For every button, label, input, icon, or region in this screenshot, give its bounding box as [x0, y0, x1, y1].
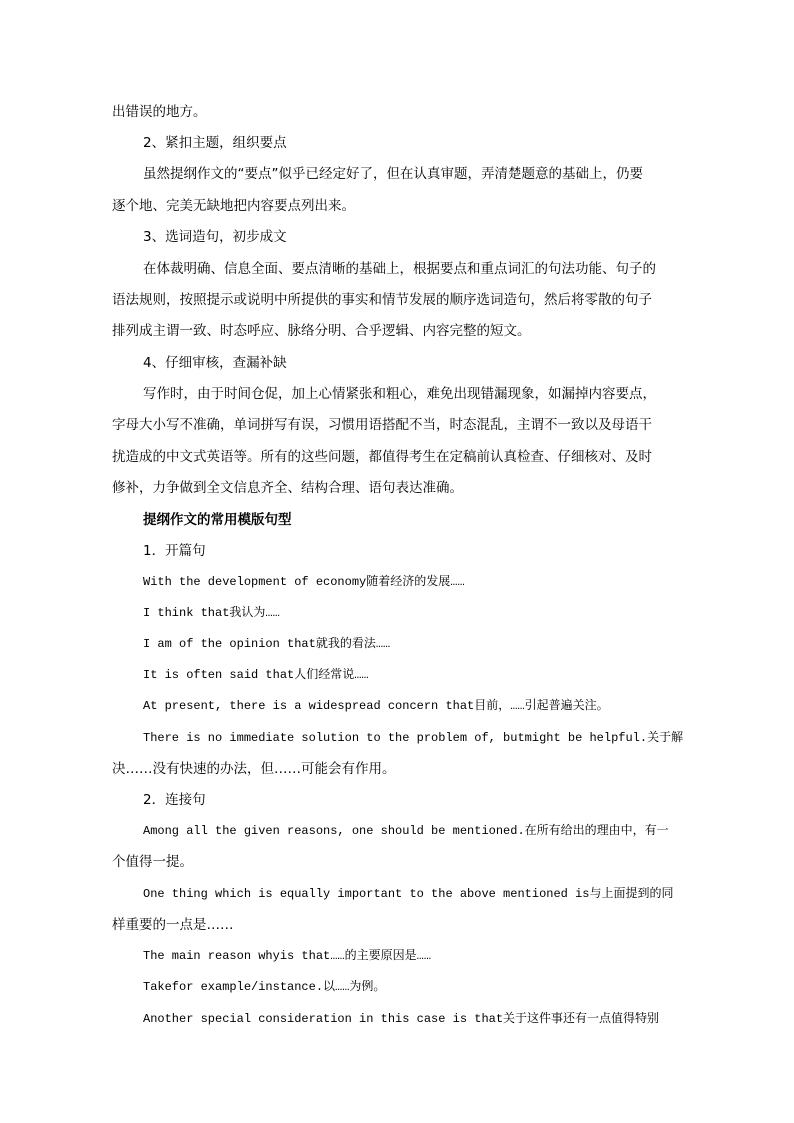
paragraph-line: 写作时，由于时间仓促，加上心情紧张和粗心，难免出现错漏现象，如漏掉内容要点， — [143, 386, 656, 402]
template-sentence: Another special consideration in this case is that关于这件事还有一点值得特别 — [143, 1012, 660, 1026]
section-heading-2: 2、紧扣主题，组织要点 — [143, 135, 287, 151]
template-sentence-continuation: 个值得一提。 — [112, 854, 193, 870]
paragraph-continuation: 出错误的地方。 — [112, 104, 207, 120]
paragraph-line: 在体裁明确、信息全面、要点清晰的基础上，根据要点和重点词汇的句法功能、句子的 — [143, 261, 656, 277]
template-sentence-continuation: 样重要的一点是…… — [112, 917, 234, 933]
paragraph-line: 排列成主谓一致、时态呼应、脉络分明、合乎逻辑、内容完整的短文。 — [112, 323, 531, 339]
subheading-linking-sentences: 2．连接句 — [143, 792, 206, 808]
paragraph-line: 扰造成的中文式英语等。所有的这些问题，都值得考生在定稿前认真检查、仔细核对、及时 — [112, 449, 652, 465]
subheading-opening-sentences: 1．开篇句 — [143, 543, 206, 559]
templates-heading: 提纲作文的常用模版句型 — [143, 512, 292, 528]
template-sentence: It is often said that人们经常说…… — [143, 668, 369, 682]
paragraph-line: 字母大小写不准确，单词拼写有误，习惯用语搭配不当，时态混乱，主谓不一致以及母语干 — [112, 417, 652, 433]
template-sentence: I think that我认为…… — [143, 606, 280, 620]
section-heading-4: 4、仔细审核，查漏补缺 — [143, 355, 287, 371]
template-sentence: The main reason whyis that……的主要原因是…… — [143, 949, 432, 963]
paragraph-line: 逐个地、完美无缺地把内容要点列出来。 — [112, 198, 355, 214]
template-sentence: I am of the opinion that就我的看法…… — [143, 637, 391, 651]
paragraph-line: 语法规则，按照提示或说明中所提供的事实和情节发展的顺序选词造句，然后将零散的句子 — [112, 292, 652, 308]
template-sentence: One thing which is equally important to the above mentioned is与上面提到的同 — [143, 887, 674, 901]
template-sentence: Takefor example/instance.以……为例。 — [143, 980, 386, 994]
paragraph-line: 修补，力争做到全文信息齐全、结构合理、语句表达准确。 — [112, 480, 463, 496]
template-sentence: There is no immediate solution to the problem of, butmight be helpful.关于解 — [143, 731, 684, 745]
template-sentence: Among all the given reasons, one should be mentioned.在所有给出的理由中，有一 — [143, 824, 669, 838]
template-sentence-continuation: 决……没有快速的办法，但……可能会有作用。 — [112, 761, 396, 777]
paragraph-line: 虽然提纲作文的“要点”似乎已经定好了，但在认真审题，弄清楚题意的基础上，仍要 — [143, 166, 643, 182]
section-heading-3: 3、选词造句，初步成文 — [143, 229, 287, 245]
template-sentence: With the development of economy随着经济的发展…… — [143, 575, 465, 589]
template-sentence: At present, there is a widespread concern that目前，……引起普遍关注。 — [143, 699, 609, 713]
